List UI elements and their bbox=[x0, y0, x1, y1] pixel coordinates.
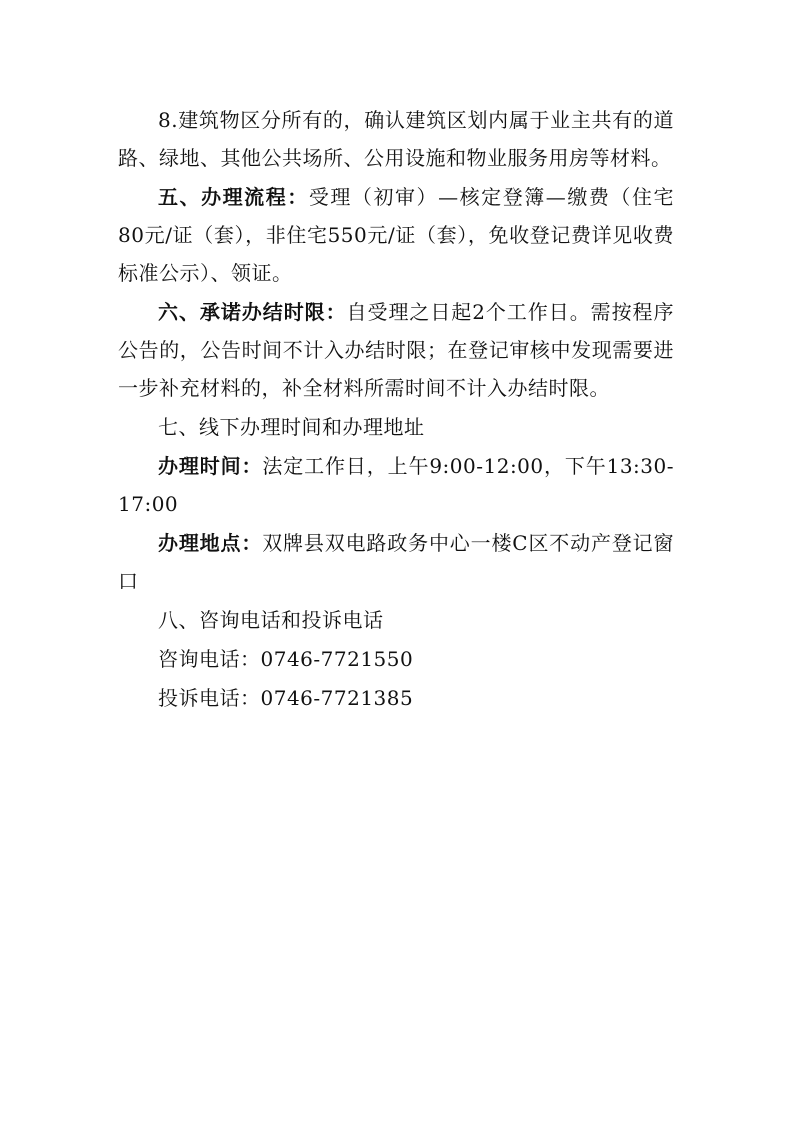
office-location-text: 双牌县双电路政务中心一楼C区不动产登记窗口 bbox=[118, 531, 675, 593]
section-8-heading: 八、咨询电话和投诉电话 bbox=[158, 608, 384, 632]
office-location-label: 办理地点： bbox=[158, 531, 263, 555]
section-6-text: 自受理之日起2个工作日。需按程序公告的，公告时间不计入办结时限；在登记审核中发现需要进一步补充材料的，补全材料所需时间不计入办结时限。 bbox=[118, 300, 674, 400]
section-5-text: 受理（初审）—核定登簿—缴费（住宅80元/证（套），非住宅550元/证（套），免收登记费详见收费标准公示）、领证。 bbox=[118, 185, 675, 285]
complaint-phone: 投诉电话：0746-7721385 bbox=[158, 686, 414, 710]
section-5-paragraph bbox=[118, 178, 674, 292]
section-6-paragraph bbox=[118, 293, 674, 407]
section-6-heading: 六、承诺办结时限： bbox=[158, 300, 347, 324]
section-7-heading: 七、线下办理时间和办理地址 bbox=[158, 415, 425, 439]
consult-phone: 咨询电话：0746-7721550 bbox=[158, 647, 414, 671]
office-hours-label: 办理时间： bbox=[158, 454, 263, 478]
office-hours-text: 法定工作日，上午9:00-12:00，下午13:30-17:00 bbox=[118, 454, 675, 516]
item-8-paragraph bbox=[118, 101, 674, 177]
document-page bbox=[118, 101, 674, 717]
office-hours-paragraph bbox=[118, 447, 674, 523]
section-5-heading: 五、办理流程： bbox=[158, 185, 309, 209]
office-location-paragraph bbox=[118, 524, 674, 600]
item-8-text: 8.建筑物区分所有的，确认建筑区划内属于业主共有的道路、绿地、其他公共场所、公用设施和物业服务用房等材料。 bbox=[118, 108, 674, 170]
